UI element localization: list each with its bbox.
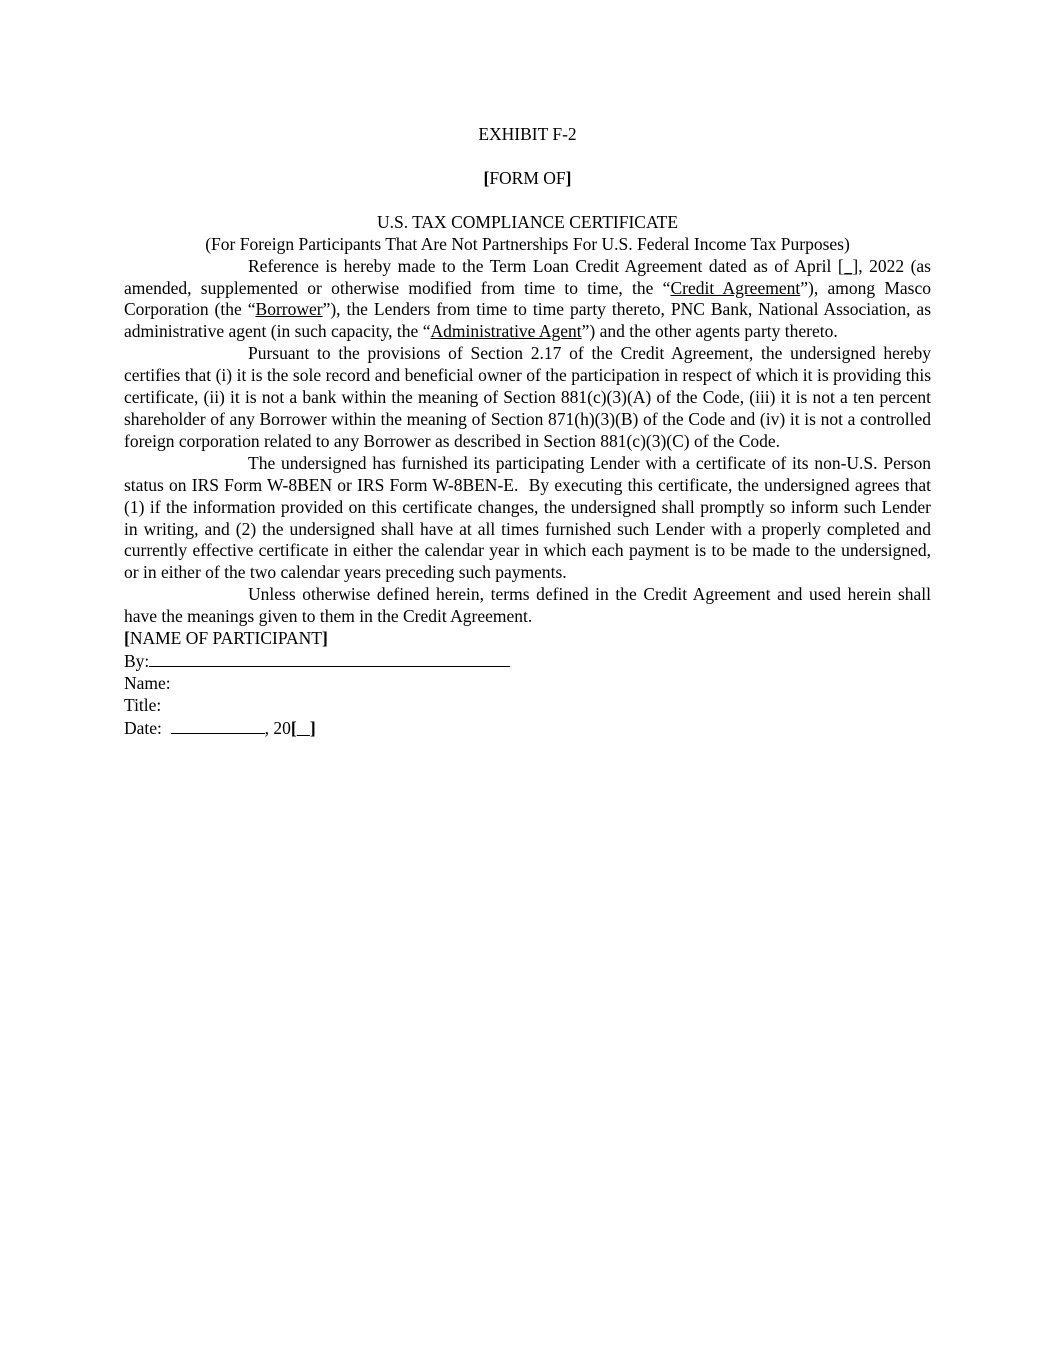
paragraph-definitions: Unless otherwise defined herein, terms defined in the Credit Agreement and used herein shall have the meanings given to them in the Credit Agreement. xyxy=(124,584,931,627)
paragraph-undertaking: The undersigned has furnished its participating Lender with a certificate of its non-U.S. Person status on IRS Form W-8BEN or IRS Form W-8BEN-E. By executing this certificate, the undersigned agrees that (1) if the information provided on this certificate changes, the undersigned shall promptly so inform such Lender in writing, and (2) the undersigned shall have at all times furnished such Lender with a properly completed and currently effective certificate in either the calendar year in which each payment is to be made to the undersigned, or in either of the two calendar years preceding such payments. xyxy=(124,452,931,583)
document-subtitle: (For Foreign Participants That Are Not Partnerships For U.S. Federal Income Tax Purposes) xyxy=(205,233,850,254)
signature-by-line: By: xyxy=(124,650,931,673)
form-of-label: [FORM OF] xyxy=(483,167,572,188)
defined-term-administrative-agent: Administrative Agent xyxy=(430,321,582,342)
bracket-close: ] xyxy=(565,167,572,188)
date-blank: [_] xyxy=(837,255,859,276)
defined-term-borrower: Borrower xyxy=(255,299,323,320)
defined-term-credit-agreement: Credit Agreement xyxy=(670,277,801,298)
bracket-open: [ xyxy=(483,167,490,188)
signature-title-line: Title: xyxy=(124,694,162,715)
exhibit-label: EXHIBIT F-2 xyxy=(478,124,577,144)
participant-name-placeholder: [NAME OF PARTICIPANT] xyxy=(124,628,328,649)
signature-date-line: Date: , 20[ ] xyxy=(124,717,316,738)
date-blank-line xyxy=(171,717,265,734)
paragraph-reference: Reference is hereby made to the Term Loan Credit Agreement dated as of April [_], 2022 (as amended, supplemented or otherwise modified from time to time, the “Credit Agreement”), among Masco Corporation (the “Borrower”), the Lenders from time to time party thereto, PNC Bank, National Association, as administrative agent (in such capacity, the “Administrative Agent”) and the other agents party thereto. xyxy=(124,255,932,342)
document-title: U.S. TAX COMPLIANCE CERTIFICATE xyxy=(376,211,679,232)
paragraph-certification: Pursuant to the provisions of Section 2.17 of the Credit Agreement, the undersigned hereby certifies that (i) it is the sole record and beneficial owner of the participation in respect of which it is providing this certificate, (ii) it is not a bank within the meaning of Section 881(c)(3)(A) of the Code, (iii) it is not a ten percent shareholder of any Borrower within the meaning of Section 871(h)(3)(B) of the Code and (iv) it is not a controlled foreign corporation related to any Borrower as described in Section 881(c)(3)(C) of the Code. xyxy=(124,343,931,451)
year-blank xyxy=(297,718,310,738)
signature-blank xyxy=(149,650,510,667)
document-page xyxy=(124,124,931,740)
signature-name-line: Name: xyxy=(124,672,171,693)
